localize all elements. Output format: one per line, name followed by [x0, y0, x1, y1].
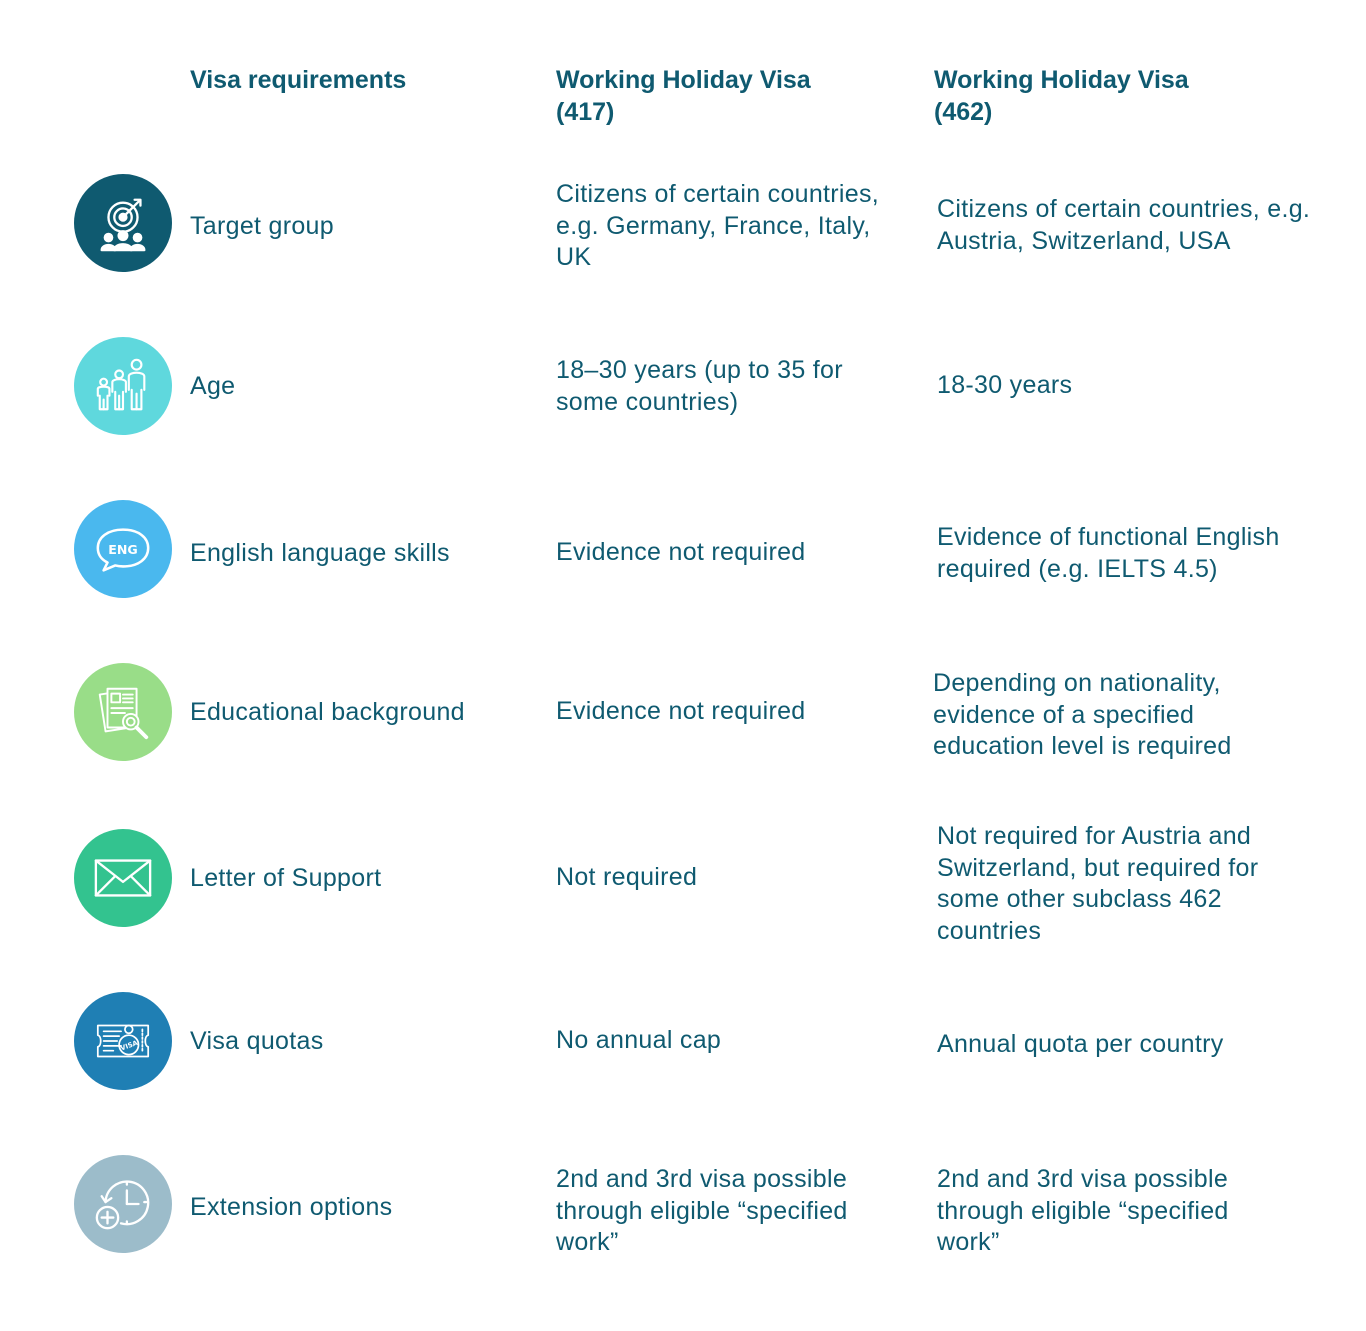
- header-working-holiday-417: Working Holiday Visa (417): [556, 66, 811, 126]
- age-462-value: 18-30 years: [937, 371, 1073, 399]
- row-label-age: Age: [190, 372, 236, 400]
- target-group-417-value: Citizens of certain countries, e.g. Germany, France, Italy, UK: [556, 180, 880, 271]
- quota-417-value: No annual cap: [556, 1026, 722, 1054]
- eng-speech-bubble-icon: [74, 500, 172, 598]
- row-label-letter-of-support: Letter of Support: [190, 864, 382, 892]
- documents-search-icon: [74, 663, 172, 761]
- row-label-extension-options: Extension options: [190, 1193, 393, 1221]
- education-462-value: Depending on nationality, evidence of a specified education level is required: [933, 669, 1232, 760]
- quota-462-value: Annual quota per country: [937, 1030, 1224, 1058]
- english-462-value: Evidence of functional English required (e.g. IELTS 4.5): [937, 523, 1280, 583]
- letter-462-value: Not required for Austria and Switzerland, but required for some other subclass 462 countries: [937, 822, 1259, 945]
- svg-text:ENG: ENG: [108, 541, 138, 557]
- age-417-value: 18–30 years (up to 35 for some countries): [556, 356, 843, 416]
- header-working-holiday-462: Working Holiday Visa (462): [934, 66, 1189, 126]
- clock-extension-icon: [74, 1155, 172, 1253]
- row-label-educational-background: Educational background: [190, 698, 465, 726]
- header-visa-requirements: Visa requirements: [190, 66, 407, 94]
- letter-417-value: Not required: [556, 863, 698, 891]
- education-417-value: Evidence not required: [556, 697, 806, 725]
- family-age-icon: [74, 337, 172, 435]
- target-group-462-value: Citizens of certain countries, e.g. Austria, Switzerland, USA: [937, 195, 1311, 255]
- envelope-icon: [74, 829, 172, 927]
- extension-417-value: 2nd and 3rd visa possible through eligible “specified work”: [556, 1165, 848, 1256]
- extension-462-value: 2nd and 3rd visa possible through eligible “specified work”: [937, 1165, 1229, 1256]
- visa-stamp-icon: [74, 992, 172, 1090]
- target-group-icon: [74, 174, 172, 272]
- row-label-english-language-skills: English language skills: [190, 539, 450, 567]
- row-label-target-group: Target group: [190, 212, 334, 240]
- row-label-visa-quotas: Visa quotas: [190, 1027, 324, 1055]
- english-417-value: Evidence not required: [556, 538, 806, 566]
- svg-text:VISA: VISA: [119, 1038, 139, 1053]
